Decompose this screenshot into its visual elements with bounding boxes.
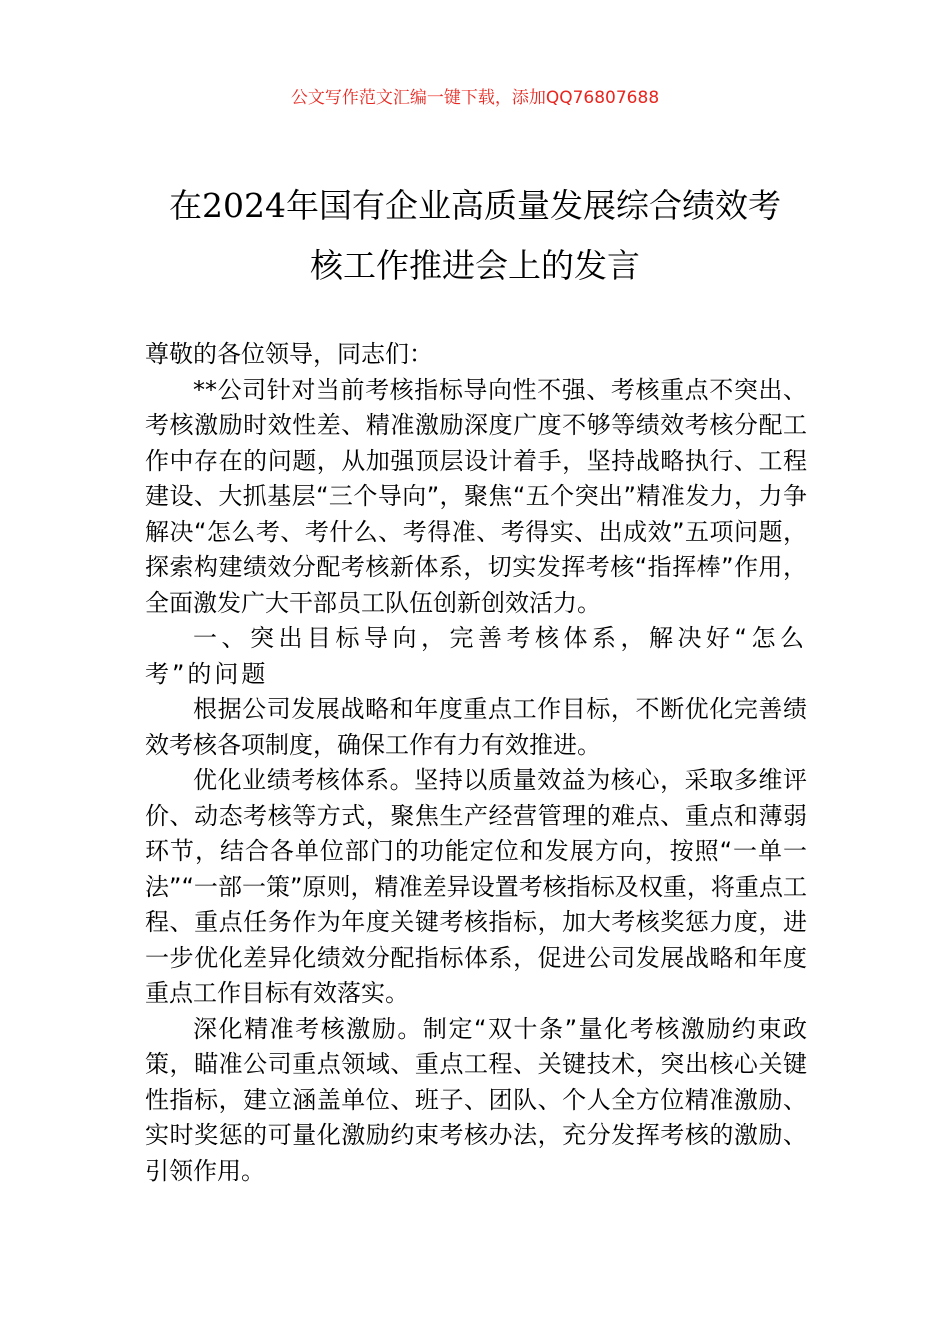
paragraph-optimize-assessment: 优化业绩考核体系。坚持以质量效益为核心，采取多维评价、动态考核等方式，聚焦生产经营管理的难点、重点和薄弱环节，结合各单位部门的功能定位和发展方向，按照“一单一法”“一部一策”原则，精准差异设置考核指标及权重，将重点工程、重点任务作为年度关键考核指标，加大考核奖惩力度，进一步优化差异化绩效分配指标体系，促进公司发展战略和年度重点工作目标有效落实。 (145, 766, 807, 1007)
section-heading-1: 一、突出目标导向，完善考核体系，解决好“怎么考”的问题 (145, 624, 807, 688)
header-promo-note: 公文写作范文汇编一键下载，添加QQ76807688 (290, 88, 660, 108)
document-body (145, 337, 807, 1189)
paragraph-deepen-incentives: 深化精准考核激励。制定“双十条”量化考核激励约束政策，瞄准公司重点领域、重点工程、关键技术，突出核心关键性指标，建立涵盖单位、班子、团队、个人全方位精准激励、实时奖惩的可量化激励约束考核办法，充分发挥考核的激励、引领作用。 (145, 1014, 807, 1185)
document-title (145, 176, 805, 296)
paragraph-intro: **公司针对当前考核指标导向性不强、考核重点不突出、考核激励时效性差、精准激励深度广度不够等绩效考核分配工作中存在的问题，从加强顶层设计着手，坚持战略执行、工程建设、大抓基层“三个导向”，聚焦“五个突出”精准发力，力争解决“怎么考、考什么、考得准、考得实、出成效”五项问题，探索构建绩效分配考核新体系，切实发挥考核“指挥棒”作用，全面激发广大干部员工队伍创新创效活力。 (145, 375, 807, 617)
salutation: 尊敬的各位领导，同志们： (145, 340, 433, 368)
title-line-1: 在2024年国有企业高质量发展综合绩效考 (169, 186, 781, 225)
title-line-2: 核工作推进会上的发言 (310, 246, 640, 285)
paragraph-section-1-lead: 根据公司发展战略和年度重点工作目标，不断优化完善绩效考核各项制度，确保工作有力有效推进。 (145, 695, 807, 759)
